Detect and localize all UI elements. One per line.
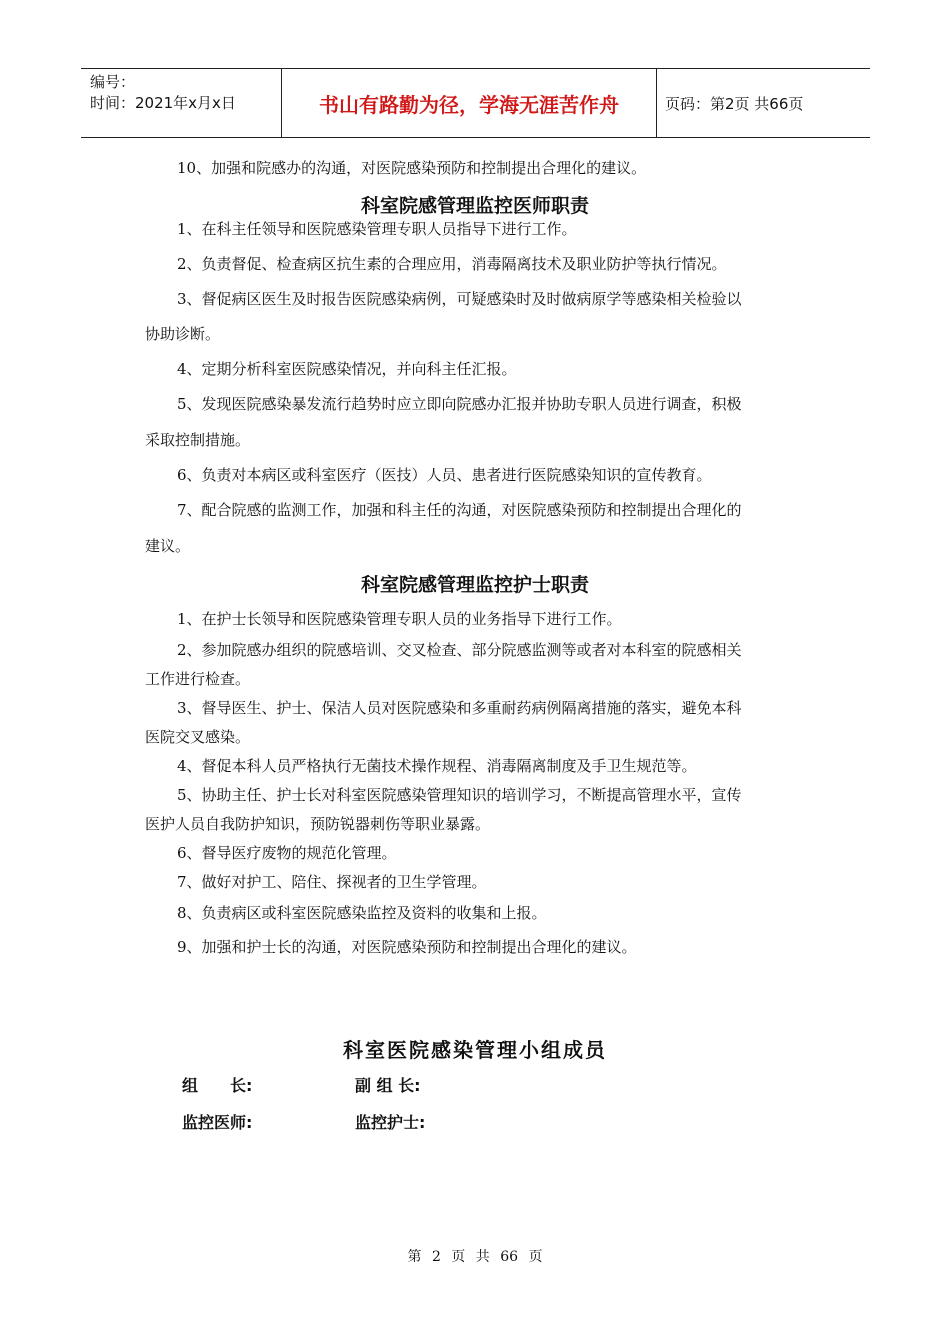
doctor-item: 1、在科主任领导和医院感染管理专职人员指导下进行工作。	[177, 220, 577, 238]
nurse-item-continuation: 医院交叉感染。	[145, 728, 251, 746]
nurse-item: 3、督导医生、护士、保洁人员对医院感染和多重耐药病例隔离措施的落实，避免本科	[177, 699, 742, 717]
doctor-item-continuation: 协助诊断。	[145, 325, 221, 343]
group-section-title: 科室医院感染管理小组成员	[343, 1038, 607, 1062]
doctor-item: 7、配合院感的监测工作，加强和科主任的沟通，对医院感染预防和控制提出合理化的	[177, 501, 742, 519]
header-page-label: 页码：第2页 共66页	[665, 94, 804, 113]
nurse-item: 7、做好对护工、陪住、探视者的卫生学管理。	[177, 873, 487, 891]
doctor-item-continuation: 建议。	[145, 537, 191, 555]
nurse-item: 4、督促本科人员严格执行无菌技术操作规程、消毒隔离制度及手卫生规范等。	[177, 757, 697, 775]
page-footer: 第 2 页 共 66 页	[407, 1249, 543, 1265]
group-leader-label: 组 长:	[182, 1076, 253, 1095]
header-meta	[81, 69, 282, 137]
doctor-item: 5、发现医院感染暴发流行趋势时应立即向院感办汇报并协助专职人员进行调查，积极	[177, 395, 742, 413]
doctor-item: 4、定期分析科室医院感染情况，并向科主任汇报。	[177, 360, 517, 378]
nurse-item: 9、加强和护士长的沟通，对医院感染预防和控制提出合理化的建议。	[177, 938, 637, 956]
nurse-item: 2、参加院感办组织的院感培训、交叉检查、部分院感监测等或者对本科室的院感相关	[177, 641, 742, 659]
document-number-label: 编号：	[90, 73, 136, 91]
nurse-item: 6、督导医疗废物的规范化管理。	[177, 844, 397, 862]
nurse-item-continuation: 医护人员自我防护知识，预防锐器刺伤等职业暴露。	[145, 815, 491, 833]
nurse-item-continuation: 工作进行检查。	[145, 670, 251, 688]
doctor-item: 6、负责对本病区或科室医疗（医技）人员、患者进行医院感染知识的宣传教育。	[177, 466, 712, 484]
header-motto: 书山有路勤为径，学海无涯苦作舟	[282, 69, 657, 137]
nurse-item: 5、协助主任、护士长对科室医院感染管理知识的培训学习，不断提高管理水平，宣传	[177, 786, 742, 804]
nurse-item: 1、在护士长领导和医院感染管理专职人员的业务指导下进行工作。	[177, 610, 622, 628]
doctor-item: 3、督促病区医生及时报告医院感染病例，可疑感染时及时做病原学等感染相关检验以	[177, 290, 742, 308]
doctor-section-title: 科室院感管理监控医师职责	[360, 195, 589, 217]
page-header	[81, 68, 870, 138]
monitor-doctor-label: 监控医师:	[182, 1113, 253, 1132]
document-time-label: 时间：2021年x月x日	[90, 94, 236, 112]
intro-item: 10、加强和院感办的沟通，对医院感染预防和控制提出合理化的建议。	[177, 159, 647, 177]
doctor-item: 2、负责督促、检查病区抗生素的合理应用，消毒隔离技术及职业防护等执行情况。	[177, 255, 727, 273]
nurse-section-title: 科室院感管理监控护士职责	[360, 574, 589, 596]
doctor-item-continuation: 采取控制措施。	[145, 431, 251, 449]
monitor-nurse-label: 监控护士:	[355, 1113, 426, 1132]
nurse-item: 8、负责病区或科室医院感染监控及资料的收集和上报。	[177, 904, 547, 922]
group-deputy-label: 副 组 长:	[355, 1076, 421, 1095]
